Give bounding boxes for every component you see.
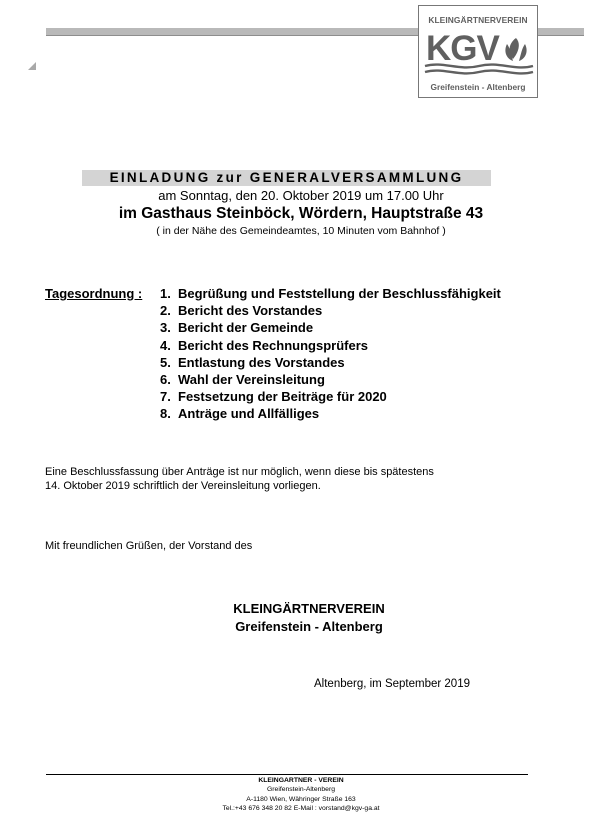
agenda-item (160, 285, 501, 302)
agenda-item (160, 405, 501, 422)
corner-marker-icon (28, 62, 36, 70)
agenda-item-number: 2. (160, 303, 171, 319)
agenda-item-number: 5. (160, 354, 171, 370)
agenda-item (160, 302, 501, 319)
agenda-item-text: Bericht des Rechnungsprüfers (178, 337, 368, 353)
logo-top-text: KLEINGÄRTNERVEREIN (428, 15, 528, 25)
agenda-item (160, 354, 501, 371)
footer-address: A-1180 Wien, Währinger Straße 163 (246, 795, 356, 803)
agenda-item-number: 3. (160, 320, 171, 336)
logo-bottom-text: Greifenstein - Altenberg (430, 82, 526, 92)
footer (0, 776, 602, 814)
agenda-list (160, 285, 501, 423)
invitation-title: EINLADUNG zur GENERALVERSAMMLUNG (82, 170, 491, 186)
meeting-venue: im Gasthaus Steinböck, Wördern, Hauptstraße 43 (118, 205, 484, 222)
footer-rule (46, 774, 528, 775)
agenda-item-text: Entlastung des Vorstandes (178, 354, 345, 370)
agenda-item-number: 6. (160, 371, 171, 387)
agenda-item-text: Begrüßung und Feststellung der Beschlussfähigkeit (178, 286, 501, 301)
signature-org: KLEINGÄRTNERVEREIN (233, 601, 385, 616)
notice-line: 14. Oktober 2019 schriftlich der Vereinsleitung vorliegen. (45, 480, 321, 493)
greeting: Mit freundlichen Grüßen, der Vorstand des (45, 540, 253, 552)
agenda-item-number: 7. (160, 389, 171, 405)
kgv-emblem-icon (423, 28, 535, 80)
agenda-item-text: Bericht des Vorstandes (178, 303, 323, 319)
agenda-item-text: Festsetzung der Beiträge für 2020 (178, 389, 387, 405)
agenda-item-number: 1. (160, 286, 171, 301)
notice-line: Eine Beschlussfassung über Anträge ist nur möglich, wenn diese bis spätestens (45, 466, 434, 478)
agenda-item (160, 319, 501, 336)
meeting-date: am Sonntag, den 20. Oktober 2019 um 17.00 Uhr (158, 188, 444, 203)
agenda-item-number: 4. (160, 337, 171, 353)
agenda-label: Tagesordnung : (45, 286, 143, 301)
kgv-logo (418, 5, 538, 98)
footer-contact: Tel.:+43 676 348 20 82 E-Mail : vorstand@kgv-ga.at (222, 805, 380, 813)
signature-location: Greifenstein - Altenberg (235, 619, 383, 634)
agenda-item-text: Anträge und Allfälliges (178, 406, 320, 422)
agenda-item (160, 371, 501, 388)
motion-deadline-notice (45, 465, 434, 494)
agenda-item (160, 337, 501, 354)
footer-location: Greifenstein-Altenberg (266, 786, 335, 794)
agenda-item (160, 388, 501, 405)
agenda-item-text: Bericht der Gemeinde (178, 320, 314, 336)
signature-block (0, 600, 602, 636)
agenda-item-text: Wahl der Vereinsleitung (178, 371, 325, 387)
place-and-date: Altenberg, im September 2019 (314, 678, 470, 690)
agenda-item-number: 8. (160, 406, 171, 422)
footer-name: KLEINGARTNER - VEREIN (258, 777, 344, 784)
logo-letters: KGV (426, 29, 499, 68)
venue-note: ( in der Nähe des Gemeindeamtes, 10 Minuten vom Bahnhof ) (156, 225, 446, 237)
